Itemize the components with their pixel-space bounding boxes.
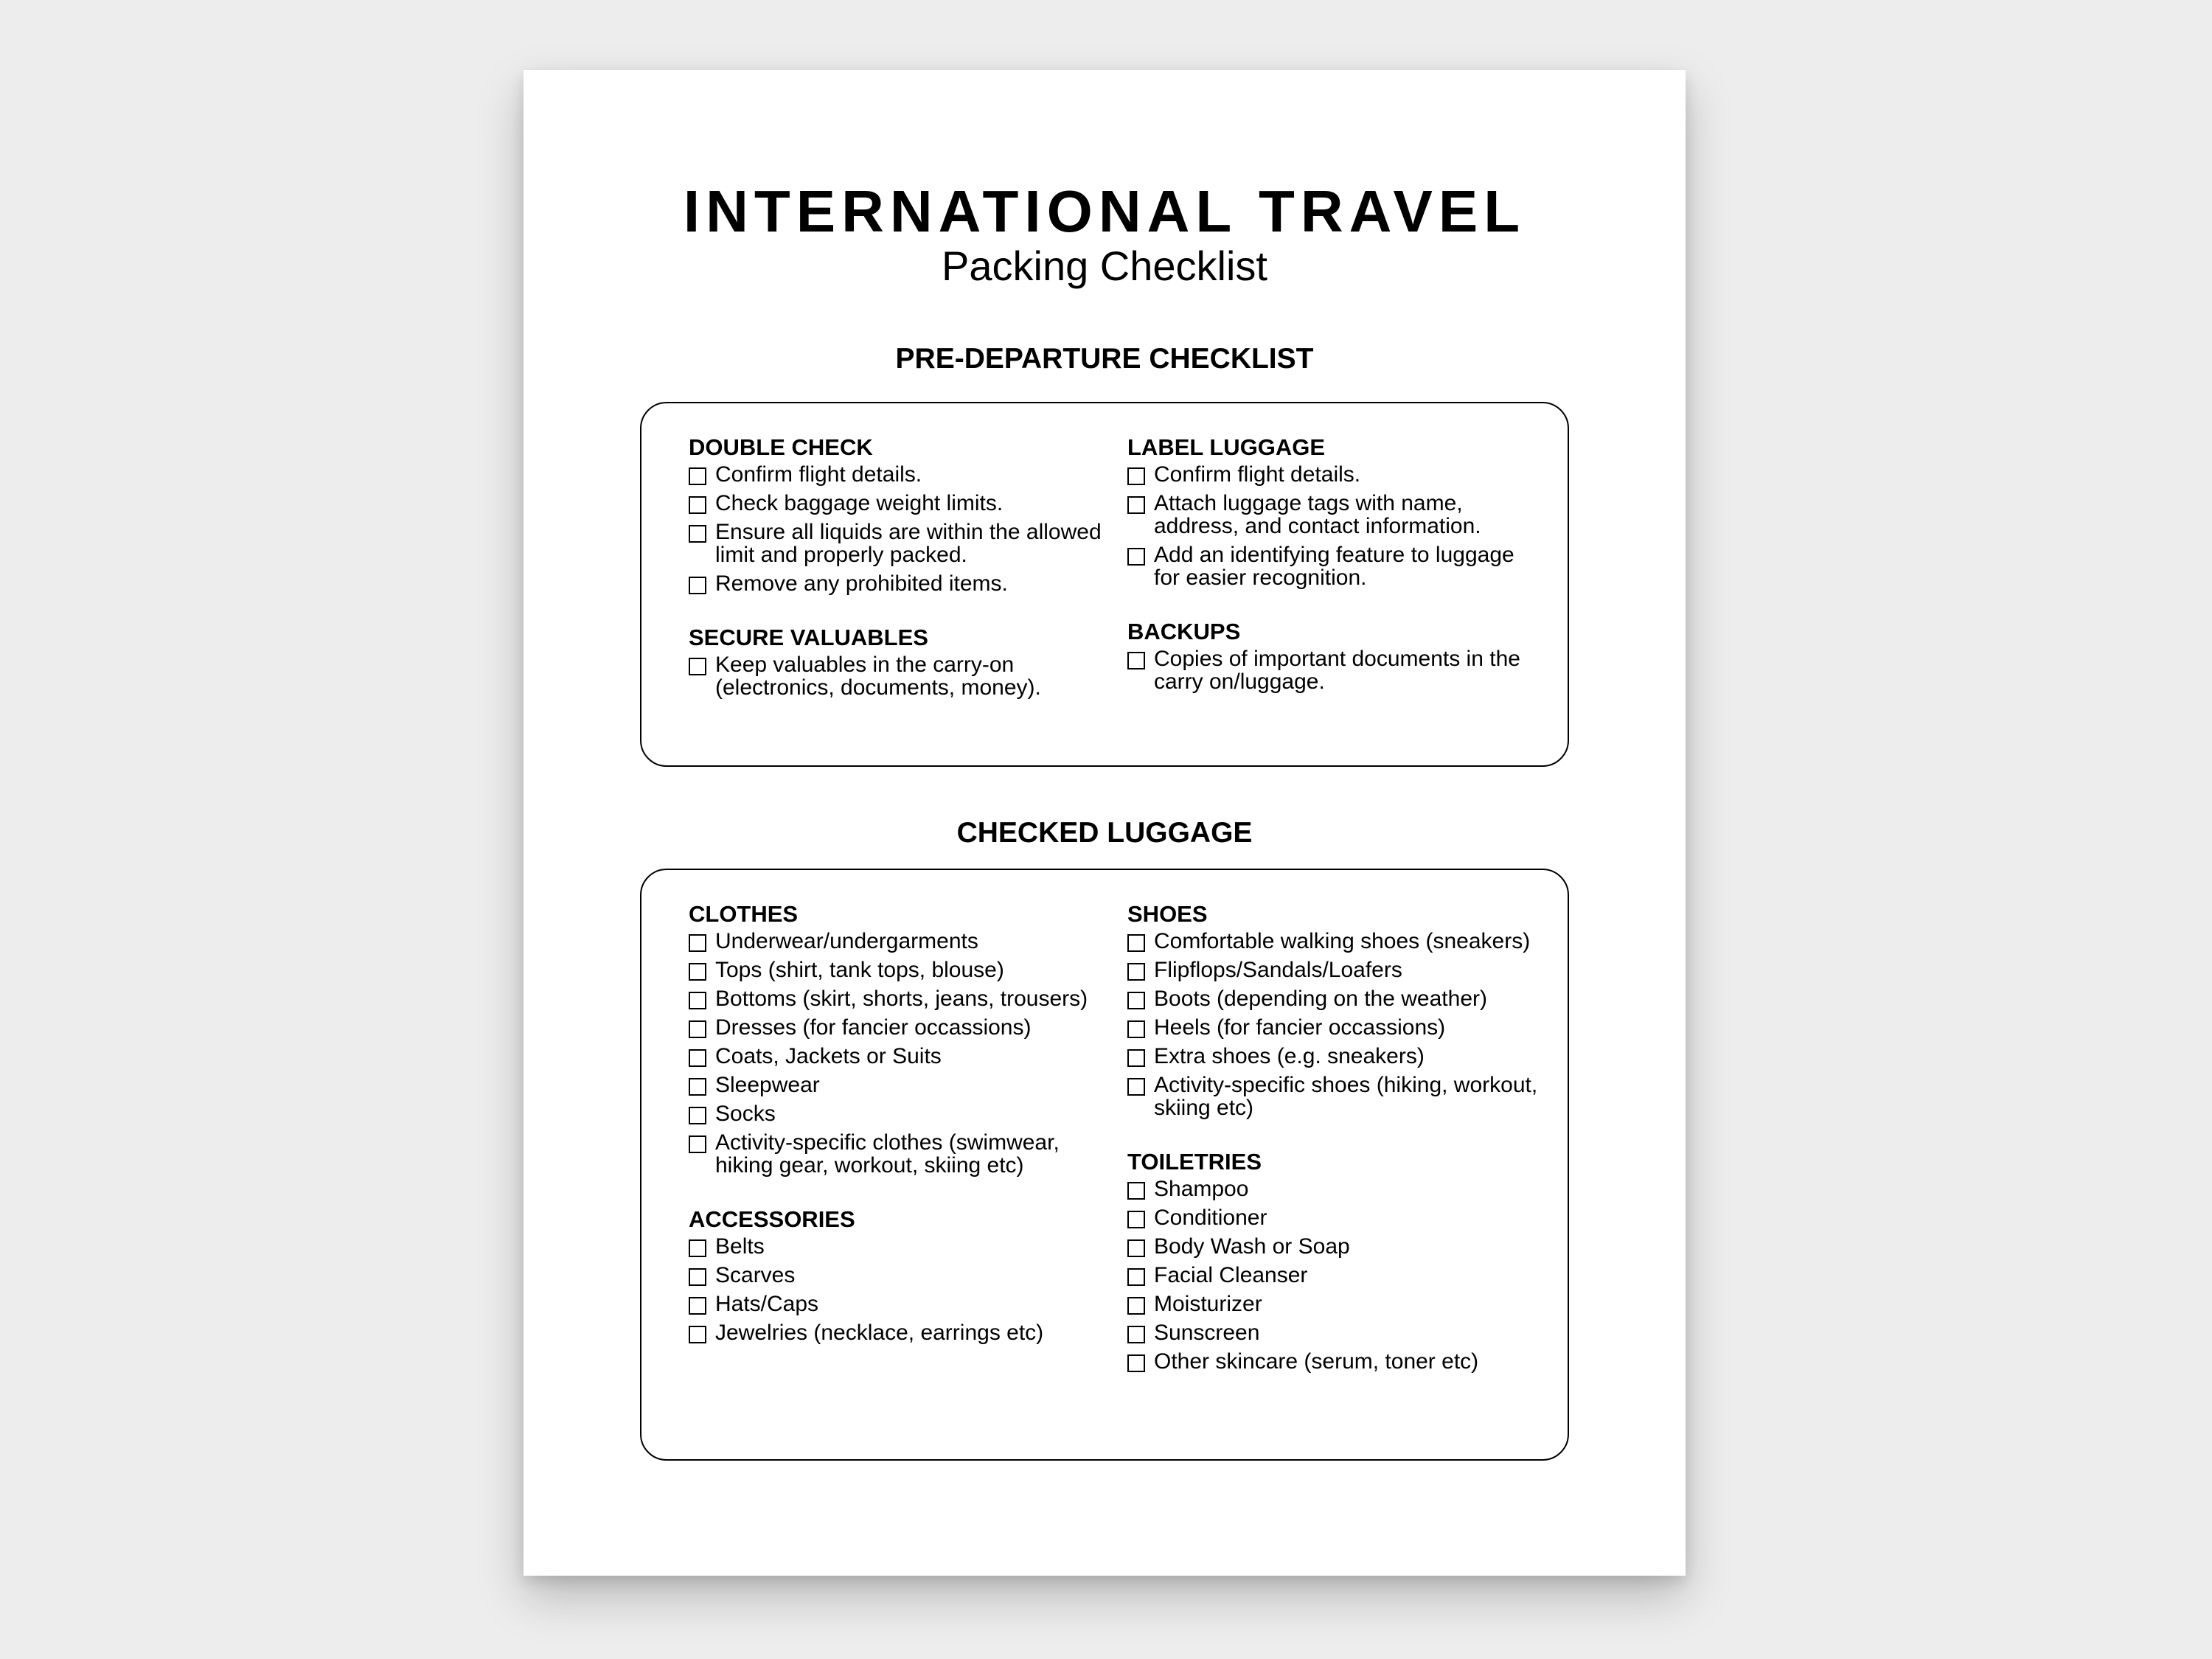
checklist-item[interactable] (1127, 1074, 1540, 1119)
checklist-item[interactable] (1127, 1016, 1540, 1039)
checkbox[interactable] (689, 1297, 706, 1315)
checklist-item[interactable] (1127, 1045, 1540, 1068)
checklist-item[interactable] (1127, 543, 1540, 589)
pre-departure-right-column (1127, 436, 1540, 724)
checklist-item-label: Other skincare (serum, toner etc) (1154, 1349, 1479, 1374)
section-title-checked-luggage: CHECKED LUGGAGE (956, 817, 1253, 849)
checklist-item-label: Conditioner (1154, 1206, 1267, 1230)
checkbox[interactable] (689, 963, 706, 981)
checklist-item-label: Underwear/undergarments (715, 929, 978, 953)
page-title: INTERNATIONAL TRAVEL (683, 178, 1526, 244)
checklist-item[interactable] (689, 987, 1102, 1010)
checkbox[interactable] (689, 992, 706, 1009)
group-title: CLOTHES (689, 901, 799, 927)
checklist-item-label: Jewelries (necklace, earrings etc) (715, 1321, 1044, 1345)
checklist-item[interactable] (1127, 1293, 1540, 1315)
pre-departure-panel (640, 402, 1569, 767)
checklist-item[interactable] (1127, 1350, 1540, 1373)
checklist-item[interactable] (689, 653, 1102, 699)
checklist-item-label: Belts (715, 1234, 765, 1259)
checklist-item[interactable] (1127, 647, 1540, 693)
checklist-item-label: Sleepwear (715, 1073, 820, 1097)
checkbox[interactable] (1127, 496, 1145, 514)
checklist-group-shoes (1127, 902, 1540, 1119)
checklist-item-label: Check baggage weight limits. (715, 491, 1004, 515)
checkbox[interactable] (689, 467, 706, 485)
checklist-item-label: Sunscreen (1154, 1321, 1260, 1345)
checklist-item-label: Keep valuables in the carry-on (electronics, documents, money). (715, 653, 1041, 700)
checklist-item[interactable] (689, 572, 1102, 595)
checklist-item[interactable] (689, 959, 1102, 981)
checkbox[interactable] (689, 1020, 706, 1038)
checkbox[interactable] (689, 658, 706, 675)
checked-luggage-panel (640, 869, 1569, 1461)
checklist-item[interactable] (1127, 1178, 1540, 1200)
checklist-group-clothes (689, 902, 1102, 1177)
pre-departure-left-column (689, 436, 1102, 730)
checkbox[interactable] (1127, 1020, 1145, 1038)
checkbox[interactable] (689, 934, 706, 952)
checklist-item-label: Copies of important documents in the carry on/luggage. (1154, 647, 1520, 694)
checklist-item-label: Activity-specific clothes (swimwear, hiking gear, workout, skiing etc) (715, 1130, 1060, 1178)
checkbox[interactable] (689, 525, 706, 543)
group-title: SECURE VALUABLES (689, 625, 928, 650)
checkbox[interactable] (689, 1326, 706, 1343)
checklist-item[interactable] (1127, 463, 1540, 486)
checkbox[interactable] (1127, 1326, 1145, 1343)
checklist-item-label: Extra shoes (e.g. sneakers) (1154, 1044, 1425, 1068)
group-title: TOILETRIES (1127, 1149, 1262, 1175)
checklist-item-label: Coats, Jackets or Suits (715, 1044, 942, 1068)
checklist-item-label: Flipflops/Sandals/Loafers (1154, 958, 1402, 982)
checkbox[interactable] (1127, 1078, 1145, 1096)
checklist-item[interactable] (689, 1016, 1102, 1039)
checkbox[interactable] (1127, 467, 1145, 485)
checklist-group-label-luggage (1127, 436, 1540, 589)
checklist-item-label: Shampoo (1154, 1177, 1249, 1201)
checked-luggage-left-column (689, 902, 1102, 1375)
checklist-item-label: Confirm flight details. (1154, 462, 1361, 487)
checklist-item-label: Ensure all liquids are within the allowed limit and properly packed. (715, 520, 1102, 567)
checklist-item[interactable] (689, 1321, 1102, 1344)
checklist-item[interactable] (689, 521, 1102, 566)
checklist-item[interactable] (1127, 930, 1540, 953)
checklist-item[interactable] (689, 1102, 1102, 1125)
checkbox[interactable] (1127, 1211, 1145, 1228)
checklist-item-label: Dresses (for fancier occassions) (715, 1015, 1032, 1040)
group-title: ACCESSORIES (689, 1206, 855, 1232)
checklist-item-label: Activity-specific shoes (hiking, workout, skiing etc) (1154, 1073, 1538, 1120)
checklist-item[interactable] (689, 1074, 1102, 1096)
checklist-item[interactable] (689, 930, 1102, 953)
checkbox[interactable] (1127, 652, 1145, 669)
checklist-item-label: Add an identifying feature to luggage for easier recognition. (1154, 543, 1514, 590)
checklist-item[interactable] (689, 492, 1102, 515)
checkbox[interactable] (689, 577, 706, 594)
checklist-group-backups (1127, 620, 1540, 693)
checkbox[interactable] (689, 1107, 706, 1124)
checkbox[interactable] (689, 496, 706, 514)
group-title: BACKUPS (1127, 619, 1241, 644)
checklist-item-label: Bottoms (skirt, shorts, jeans, trousers) (715, 987, 1088, 1011)
checkbox[interactable] (1127, 934, 1145, 952)
group-title: SHOES (1127, 901, 1208, 927)
checklist-group-accessories (689, 1208, 1102, 1344)
checklist-item-label: Moisturizer (1154, 1292, 1262, 1316)
checklist-item-label: Hats/Caps (715, 1292, 819, 1316)
checklist-item-label: Body Wash or Soap (1154, 1234, 1350, 1259)
checkbox[interactable] (1127, 548, 1145, 566)
checklist-item[interactable] (1127, 1321, 1540, 1344)
checklist-item[interactable] (1127, 1264, 1540, 1287)
checklist-item-label: Heels (for fancier occassions) (1154, 1015, 1446, 1040)
checklist-item[interactable] (689, 1045, 1102, 1068)
checklist-item-label: Socks (715, 1102, 776, 1126)
checklist-item-label: Scarves (715, 1263, 796, 1287)
checklist-item[interactable] (1127, 1235, 1540, 1258)
checkbox[interactable] (1127, 1297, 1145, 1315)
checkbox[interactable] (689, 1268, 706, 1286)
checkbox[interactable] (1127, 963, 1145, 981)
checklist-item[interactable] (1127, 1206, 1540, 1229)
checkbox[interactable] (1127, 1354, 1145, 1372)
checkbox[interactable] (689, 1239, 706, 1257)
checkbox[interactable] (1127, 1182, 1145, 1200)
checkbox[interactable] (1127, 992, 1145, 1009)
checkbox[interactable] (1127, 1268, 1145, 1286)
page-subtitle: Packing Checklist (942, 243, 1267, 289)
checklist-item[interactable] (1127, 959, 1540, 981)
checklist-item-label: Facial Cleanser (1154, 1263, 1308, 1287)
checkbox[interactable] (1127, 1049, 1145, 1067)
checklist-group-secure-valuables (689, 626, 1102, 699)
checklist-item-label: Boots (depending on the weather) (1154, 987, 1487, 1011)
group-title: DOUBLE CHECK (689, 434, 873, 460)
checklist-item-label: Attach luggage tags with name, address, and contact information. (1154, 491, 1481, 538)
checklist-group-double-check (689, 436, 1102, 595)
checklist-item[interactable] (689, 1235, 1102, 1258)
checklist-item[interactable] (689, 1293, 1102, 1315)
checklist-item-label: Remove any prohibited items. (715, 571, 1008, 596)
checklist-item[interactable] (1127, 492, 1540, 538)
checkbox[interactable] (689, 1135, 706, 1153)
checklist-item[interactable] (1127, 987, 1540, 1010)
checklist-item[interactable] (689, 463, 1102, 486)
checked-luggage-right-column (1127, 902, 1540, 1404)
checklist-page (524, 70, 1686, 1576)
section-title-pre-departure: PRE-DEPARTURE CHECKLIST (895, 343, 1314, 375)
checkbox[interactable] (689, 1078, 706, 1096)
checklist-item-label: Tops (shirt, tank tops, blouse) (715, 958, 1004, 982)
checklist-item-label: Comfortable walking shoes (sneakers) (1154, 929, 1531, 953)
group-title: LABEL LUGGAGE (1127, 434, 1326, 460)
checkbox[interactable] (1127, 1239, 1145, 1257)
checklist-item-label: Confirm flight details. (715, 462, 922, 487)
checklist-item[interactable] (689, 1264, 1102, 1287)
checkbox[interactable] (689, 1049, 706, 1067)
checklist-item[interactable] (689, 1131, 1102, 1177)
checklist-group-toiletries (1127, 1150, 1540, 1373)
